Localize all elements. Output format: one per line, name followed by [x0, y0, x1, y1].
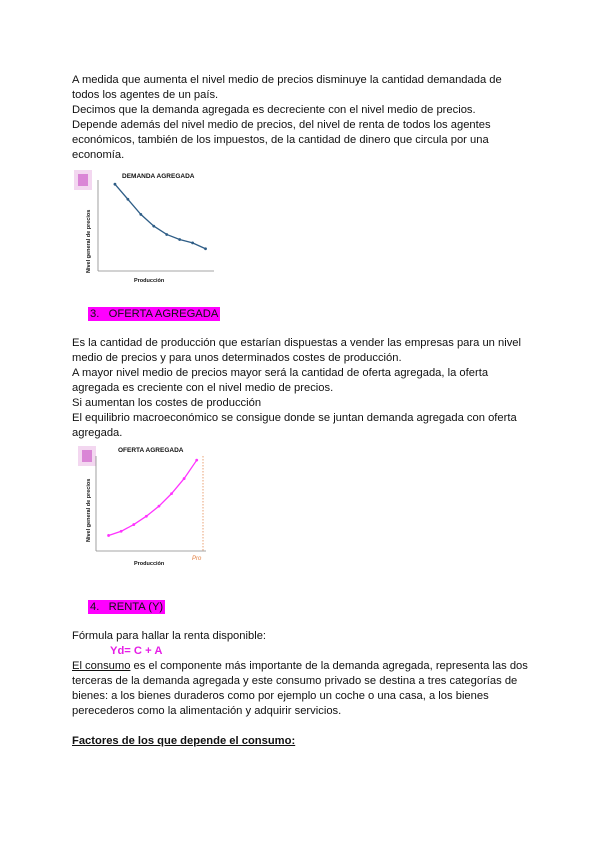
chart-ylabel: Nivel general de precios [86, 209, 92, 273]
section-3-line-4: agregada es creciente con el nivel medio de precios. [72, 382, 334, 394]
section-3-heading [88, 307, 548, 323]
chart-logo-inner [78, 174, 88, 186]
section-4-title: RENTA (Y) [108, 601, 164, 613]
data-point [178, 238, 181, 241]
data-point [126, 198, 129, 201]
section-4-number: 4. [90, 601, 100, 613]
section-3-title: OFERTA AGREGADA [108, 308, 219, 320]
supply-chart [72, 442, 222, 572]
formula: Yd= C + A [110, 645, 163, 657]
supply-series [107, 459, 198, 537]
data-point [114, 183, 117, 186]
data-point [139, 213, 142, 216]
consumo-line-3: bienes: a los bienes duraderos como por ejemplo un coche o una casa, a los bienes [72, 690, 489, 702]
section-4-highlight [88, 600, 165, 614]
data-point [204, 247, 207, 250]
section-3-line-7: agregada. [72, 427, 123, 439]
factores-heading: Factores de los que depende el consumo: [72, 735, 296, 747]
section-3-line-1: Es la cantidad de producción que estarían dispuestas a vender las empresas para un nivel [72, 337, 522, 349]
intro-line-2: todos los agentes de un país. [72, 89, 219, 101]
data-point [195, 459, 198, 462]
data-point [120, 530, 123, 533]
section-3-highlight [88, 307, 220, 321]
chart-xlabel: Producción [134, 561, 165, 567]
chart-ylabel: Nivel general de precios [86, 478, 92, 542]
data-point [191, 241, 194, 244]
section-3-number: 3. [90, 308, 100, 320]
data-point [132, 523, 135, 526]
chart-xlabel: Producción [134, 278, 165, 284]
section-3-line-6: El equilibrio macroeconómico se consigue donde se juntan demanda agregada con oferta [72, 412, 517, 424]
series-line [115, 184, 206, 249]
section-4-heading [88, 600, 548, 616]
consumo-line-2: terceras de la demanda agregada y este consumo privado se destina a tres categorías de [72, 675, 518, 687]
chart-title: DEMANDA AGREGADA [122, 173, 195, 180]
chart-extra-label: Pro [192, 556, 202, 562]
demand-series [114, 183, 207, 250]
data-point [145, 515, 148, 518]
section-3-line-3: A mayor nivel medio de precios mayor será la cantidad de oferta agregada, la oferta [72, 367, 489, 379]
intro-line-6: economía. [72, 149, 125, 161]
intro-line-1: A medida que aumenta el nivel medio de precios disminuye la cantidad demandada de [72, 74, 502, 86]
data-point [152, 225, 155, 228]
demand-chart [72, 168, 222, 288]
data-point [170, 492, 173, 495]
consumo-term: El consumo [72, 660, 131, 672]
data-point [107, 534, 110, 537]
section-3-line-5: Si aumentan los costes de producción [72, 397, 262, 409]
chart-title: OFERTA AGREGADA [118, 447, 184, 454]
data-point [183, 477, 186, 480]
chart-logo-inner [82, 450, 92, 462]
formula-intro: Fórmula para hallar la renta disponible: [72, 630, 267, 642]
data-point [165, 233, 168, 236]
intro-line-4: Depende además del nivel medio de precios, del nivel de renta de todos los agentes [72, 119, 491, 131]
intro-line-3: Decimos que la demanda agregada es decreciente con el nivel medio de precios. [72, 104, 476, 116]
intro-line-5: económicos, también de los impuestos, de la cantidad de dinero que circula por una [72, 134, 489, 146]
consumo-line-1-rest: es el componente más importante de la demanda agregada, representa las dos [130, 660, 528, 672]
consumo-line-1 [72, 659, 532, 675]
series-line [109, 460, 197, 535]
data-point [158, 505, 161, 508]
consumo-line-4: perecederos como la alimentación y adquirir servicios. [72, 705, 342, 717]
section-3-line-2: medio de precios y para unos determinados costes de producción. [72, 352, 402, 364]
